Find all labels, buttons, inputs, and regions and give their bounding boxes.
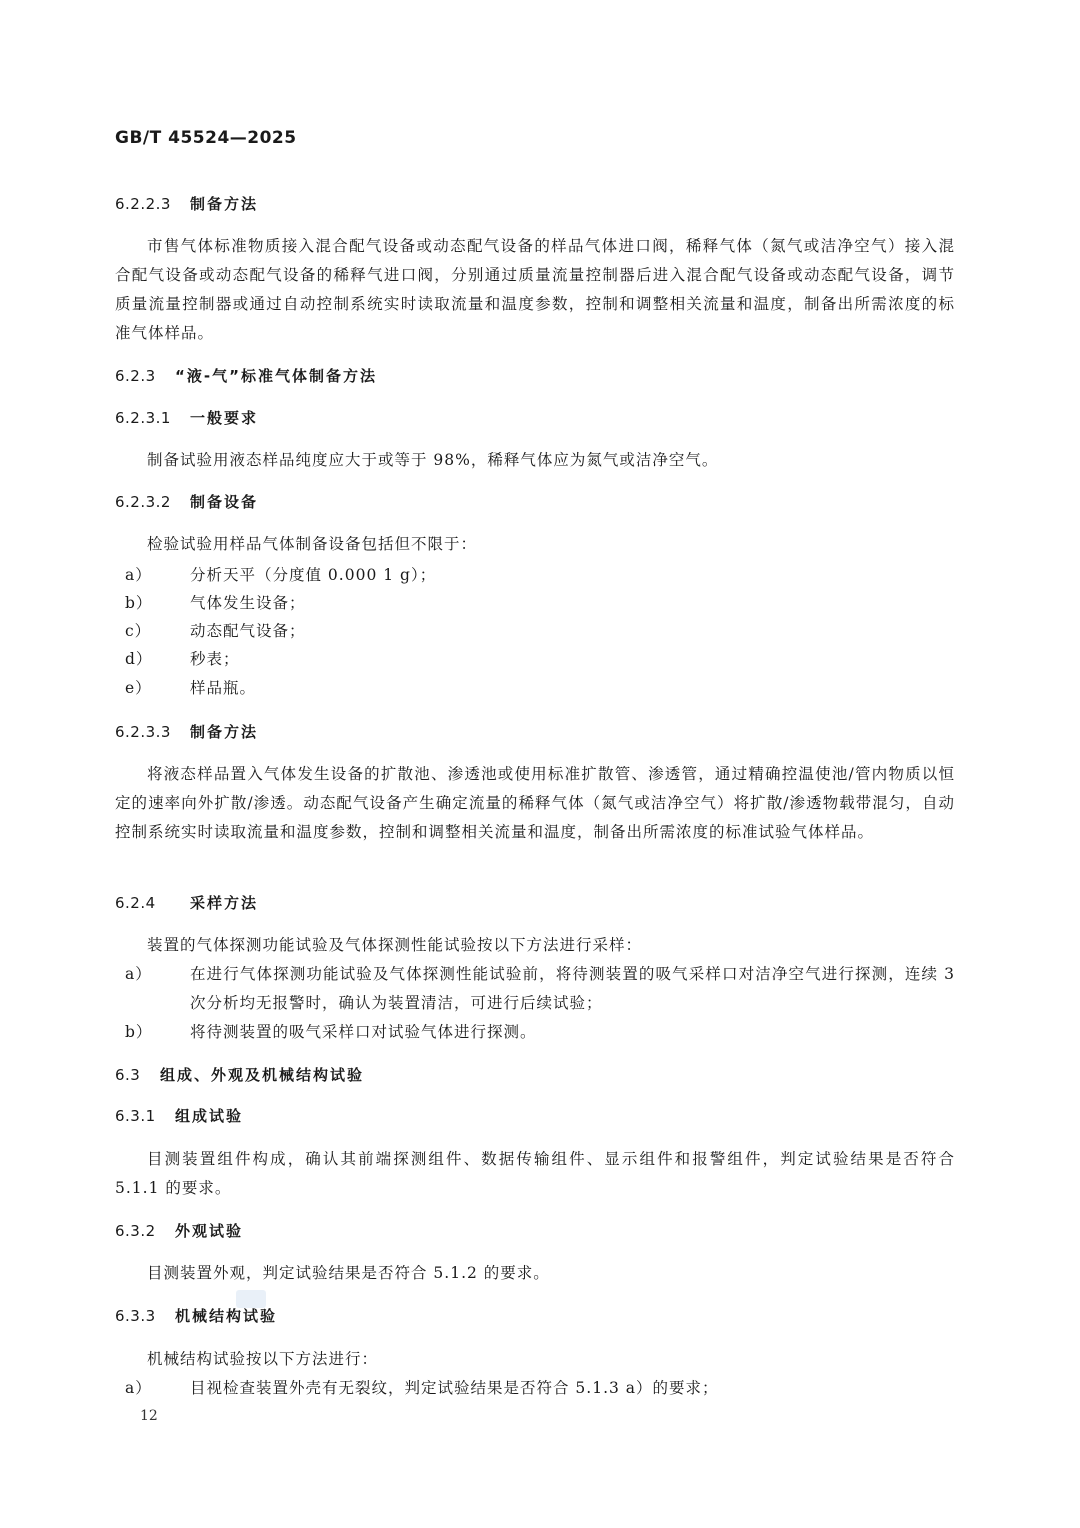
intro-6-2-3-2: 检验试验用样品气体制备设备包括但不限于： <box>147 535 478 553</box>
list-item: a） 目视检查装置外壳有无裂纹，判定试验结果是否符合 5.1.3 a）的要求； <box>125 1379 719 1397</box>
heading-6-2-2-3: 6.2.2.3 制备方法 <box>115 195 259 213</box>
list-item: e） 样品瓶。 <box>125 679 257 697</box>
paragraph-6-2-3-3: 将液态样品置入气体发生设备的扩散池、渗透池或使用标准扩散管、渗透管，通过精确控温使池/管内物质以恒定的速率向外扩散/渗透。动态配气设备产生确定流量的稀释气体（氮气或洁净空气）将扩散/渗透物载带混匀，自动控制系统实时读取流量和温度参数，控制和调整相关流量和温度，制备出所需浓度的标准试验气体样品。 <box>115 765 955 841</box>
heading-6-2-3-1: 6.2.3.1 一般要求 <box>115 409 259 427</box>
list-item: c） 动态配气设备； <box>125 622 306 640</box>
intro-6-2-4: 装置的气体探测功能试验及气体探测性能试验按以下方法进行采样： <box>147 936 643 954</box>
paragraph-6-2-2-3: 市售气体标准物质接入混合配气设备或动态配气设备的样品气体进口阀，稀释气体（氮气或洁净空气）接入混合配气设备或动态配气设备的稀释气进口阀，分别通过质量流量控制器后进入混合配气设备或动态配气设备，调节质量流量控制器或通过自动控制系统实时读取流量和温度参数，控制和调整相关流量和温度，制备出所需浓度的标准气体样品。 <box>115 237 955 342</box>
paragraph-6-3-1: 目测装置组件构成，确认其前端探测组件、数据传输组件、显示组件和报警组件，判定试验结果是否符合 5.1.1 的要求。 <box>115 1150 955 1197</box>
page-number: 12 <box>140 1408 158 1424</box>
heading-6-3: 6.3 组成、外观及机械结构试验 <box>115 1066 365 1084</box>
heading-6-2-3: 6.2.3 “液-气”标准气体制备方法 <box>115 367 377 385</box>
heading-6-2-4: 6.2.4 采样方法 <box>115 894 259 912</box>
heading-6-3-2: 6.3.2 外观试验 <box>115 1222 244 1240</box>
document-code: GB/T 45524—2025 <box>115 128 297 148</box>
list-item: a） 分析天平（分度值 0.000 1 g）； <box>125 566 437 584</box>
list-item: d） 秒表； <box>125 650 240 668</box>
list-item: b） 气体发生设备； <box>125 594 306 612</box>
paragraph-6-3-2: 目测装置外观，判定试验结果是否符合 5.1.2 的要求。 <box>147 1264 550 1282</box>
list-item: b） 将待测装置的吸气采样口对试验气体进行探测。 <box>125 1023 537 1041</box>
heading-6-3-3: 6.3.3 机械结构试验 <box>115 1307 278 1325</box>
list-item: a） 在进行气体探测功能试验及气体探测性能试验前，将待测装置的吸气采样口对洁净空气进行探测，连续 3 次分析均无报警时，确认为装置清洁，可进行后续试验； <box>125 965 955 1012</box>
heading-6-2-3-2: 6.2.3.2 制备设备 <box>115 493 259 511</box>
heading-6-3-1: 6.3.1 组成试验 <box>115 1107 244 1125</box>
heading-6-2-3-3: 6.2.3.3 制备方法 <box>115 723 259 741</box>
intro-6-3-3: 机械结构试验按以下方法进行： <box>147 1350 379 1368</box>
paragraph-6-2-3-1: 制备试验用液态样品纯度应大于或等于 98%，稀释气体应为氮气或洁净空气。 <box>147 451 719 469</box>
